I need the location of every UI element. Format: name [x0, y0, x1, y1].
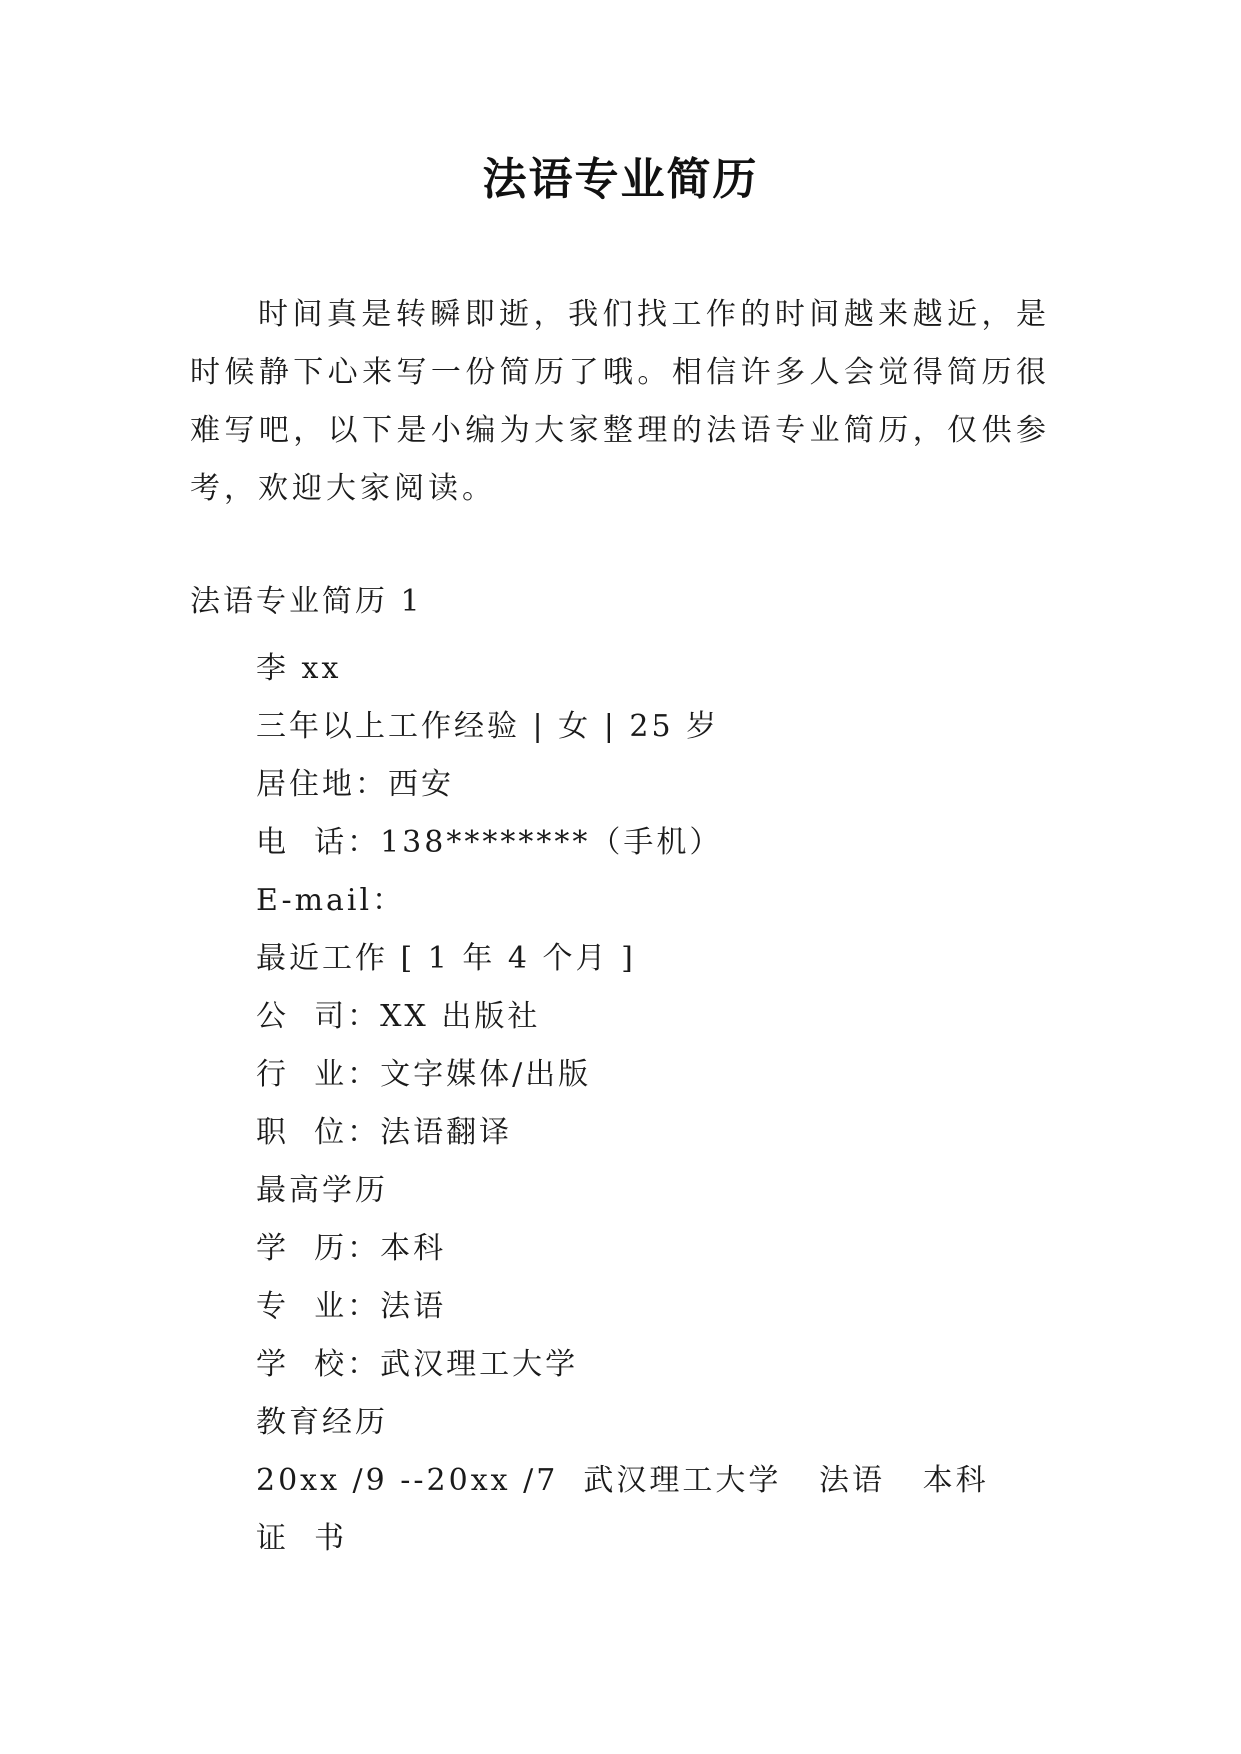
school-line: 学 校：武汉理工大学 — [256, 1347, 579, 1382]
major-line: 专 业：法语 — [256, 1289, 447, 1324]
position-line: 职 位：法语翻译 — [256, 1115, 513, 1150]
resume-info-list — [256, 640, 989, 1568]
summary-line: 三年以上工作经验 | 女 | 25 岁 — [256, 709, 720, 744]
document-title: 法语专业简历 — [482, 154, 759, 205]
education-entry: 20xx /9 --20xx /7 武汉理工大学 法语 本科 — [256, 1463, 989, 1498]
residence-line: 居住地：西安 — [256, 767, 454, 802]
phone-line: 电 话：138********（手机） — [256, 825, 723, 860]
name-line: 李 xx — [256, 651, 342, 686]
certificates-heading: 证 书 — [256, 1521, 348, 1556]
recent-work-line: 最近工作 [ 1 年 4 个月 ] — [256, 941, 636, 976]
section-heading: 法语专业简历 1 — [190, 584, 423, 619]
intro-paragraph: 时间真是转瞬即逝，我们找工作的时间越来越近，是时候静下心来写一份简历了哦。相信许多人会觉得简历很难写吧，以下是小编为大家整理的法语专业简历，仅供参考，欢迎大家阅读。 — [190, 297, 1050, 506]
company-line: 公 司：XX 出版社 — [256, 999, 541, 1034]
highest-education-heading: 最高学历 — [256, 1173, 388, 1208]
degree-line: 学 历：本科 — [256, 1231, 447, 1266]
email-line: E-mail： — [256, 883, 406, 918]
education-history-heading: 教育经历 — [256, 1405, 388, 1440]
industry-line: 行 业：文字媒体/出版 — [256, 1057, 592, 1092]
